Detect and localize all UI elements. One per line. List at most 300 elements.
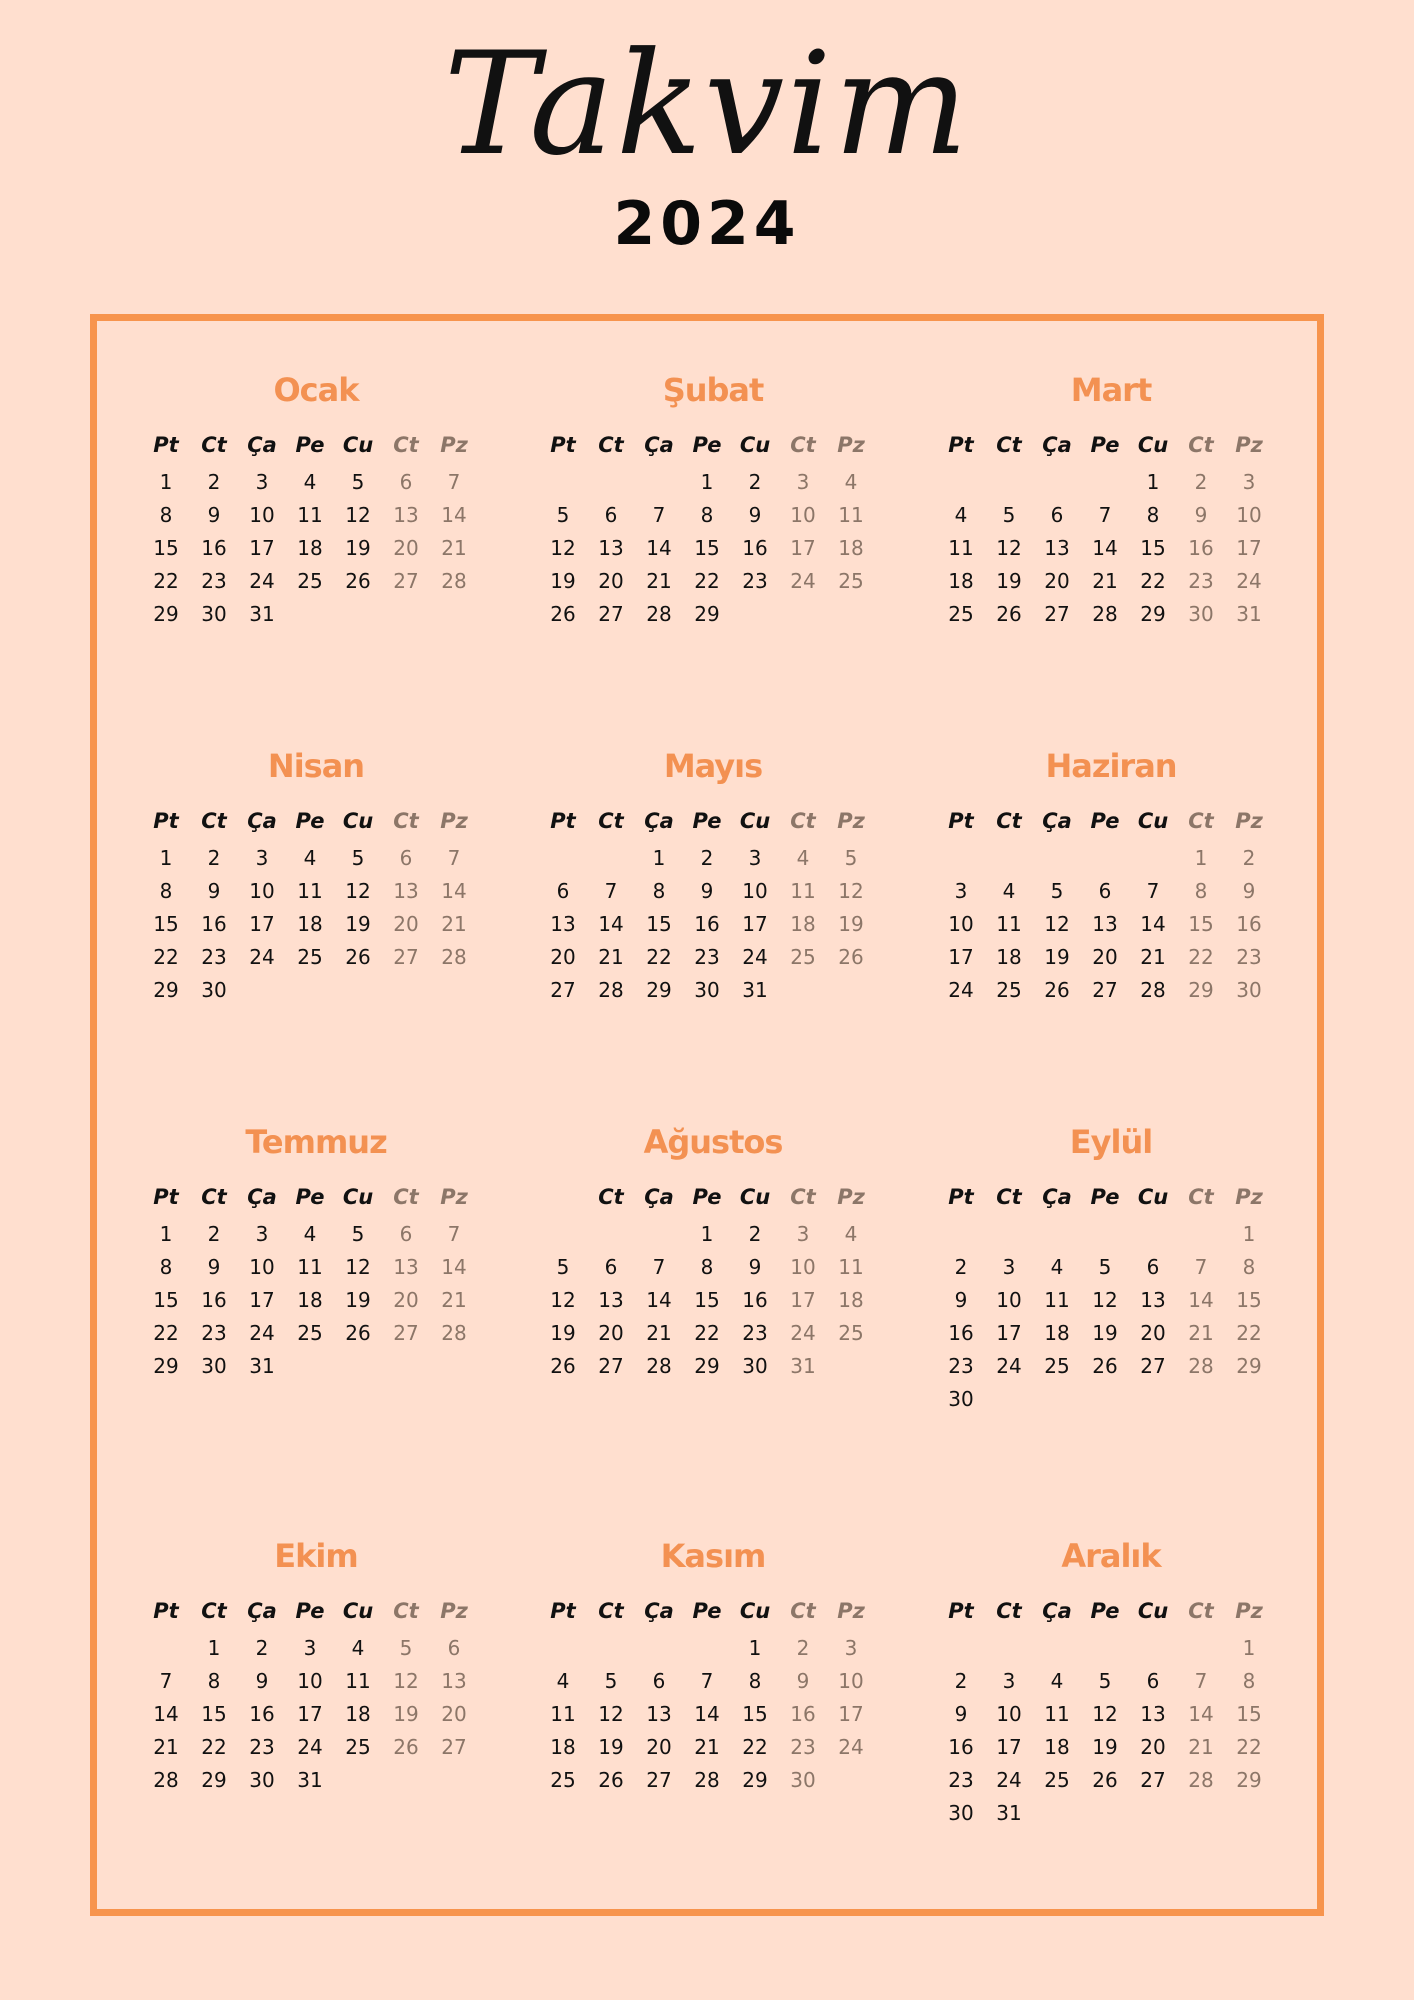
day-number: 26 <box>1044 978 1070 1002</box>
day-number: 19 <box>345 536 371 560</box>
day-number: 2 <box>1194 470 1208 494</box>
weekday-label: Cu <box>1137 433 1169 457</box>
day-number: 16 <box>249 1702 275 1726</box>
day-number: 31 <box>249 1354 275 1378</box>
day-number: 25 <box>345 1735 371 1759</box>
weekday-label: Pt <box>948 809 974 833</box>
weekday-label: Ct <box>393 809 419 833</box>
day-number: 22 <box>1140 569 1166 593</box>
day-number: 7 <box>159 1669 173 1693</box>
weekday-label: Pe <box>295 1185 325 1209</box>
weekday-label: Pt <box>153 1185 179 1209</box>
day-number: 4 <box>844 470 858 494</box>
weekday-label: Ça <box>644 1599 674 1623</box>
weekday-label: Ça <box>644 809 674 833</box>
day-number: 11 <box>790 879 816 903</box>
day-number: 10 <box>948 912 974 936</box>
day-number: 1 <box>159 1222 173 1246</box>
day-number: 17 <box>996 1321 1022 1345</box>
weekday-label: Ct <box>996 1185 1022 1209</box>
day-number: 8 <box>1194 879 1208 903</box>
day-number: 12 <box>838 879 864 903</box>
day-number: 19 <box>1092 1321 1118 1345</box>
weekday-label: Ct <box>790 1599 816 1623</box>
day-number: 30 <box>948 1387 974 1411</box>
day-number: 22 <box>201 1735 227 1759</box>
day-number: 20 <box>441 1702 467 1726</box>
day-number: 1 <box>1146 470 1160 494</box>
day-number: 30 <box>790 1768 816 1792</box>
day-number: 23 <box>249 1735 275 1759</box>
day-number: 6 <box>1050 503 1064 527</box>
weekday-label: Ça <box>247 809 277 833</box>
day-number: 3 <box>255 846 269 870</box>
day-number: 29 <box>1236 1768 1262 1792</box>
day-number: 4 <box>1002 879 1016 903</box>
day-number: 30 <box>742 1354 768 1378</box>
month-title: Mart <box>1070 371 1152 409</box>
day-number: 31 <box>249 602 275 626</box>
day-number: 7 <box>447 1222 461 1246</box>
weekday-label: Ct <box>996 809 1022 833</box>
day-number: 30 <box>948 1801 974 1825</box>
weekday-label: Ct <box>1188 1185 1214 1209</box>
day-number: 22 <box>646 945 672 969</box>
day-number: 8 <box>748 1669 762 1693</box>
weekday-label: Pe <box>692 809 722 833</box>
weekday-label: Pt <box>948 1185 974 1209</box>
day-number: 15 <box>1236 1702 1262 1726</box>
day-number: 27 <box>393 1321 419 1345</box>
weekday-label: Pz <box>1235 809 1263 833</box>
day-number: 14 <box>1092 536 1118 560</box>
day-number: 7 <box>652 503 666 527</box>
weekday-label: Ct <box>790 1185 816 1209</box>
day-number: 27 <box>1140 1354 1166 1378</box>
day-number: 3 <box>796 1222 810 1246</box>
weekday-label: Pe <box>1090 1599 1120 1623</box>
day-number: 8 <box>1242 1669 1256 1693</box>
day-number: 30 <box>201 978 227 1002</box>
weekday-label: Pz <box>837 809 865 833</box>
day-number: 15 <box>153 1288 179 1312</box>
day-number: 5 <box>399 1636 413 1660</box>
weekday-label: Pz <box>1235 433 1263 457</box>
day-number: 6 <box>1146 1255 1160 1279</box>
day-number: 18 <box>297 912 323 936</box>
day-number: 29 <box>646 978 672 1002</box>
day-number: 4 <box>1050 1669 1064 1693</box>
day-number: 5 <box>604 1669 618 1693</box>
day-number: 9 <box>207 503 221 527</box>
weekday-label: Pz <box>440 1185 468 1209</box>
day-number: 27 <box>598 1354 624 1378</box>
day-number: 4 <box>303 1222 317 1246</box>
day-number: 26 <box>550 1354 576 1378</box>
day-number: 22 <box>1188 945 1214 969</box>
day-number: 19 <box>598 1735 624 1759</box>
day-number: 16 <box>1188 536 1214 560</box>
day-number: 10 <box>249 503 275 527</box>
day-number: 26 <box>1092 1768 1118 1792</box>
day-number: 9 <box>954 1702 968 1726</box>
day-number: 6 <box>399 1222 413 1246</box>
weekday-label: Ça <box>1042 433 1072 457</box>
weekday-label: Ça <box>1042 809 1072 833</box>
day-number: 27 <box>393 945 419 969</box>
month-title: Aralık <box>1061 1537 1161 1575</box>
day-number: 24 <box>838 1735 864 1759</box>
day-number: 13 <box>441 1669 467 1693</box>
day-number: 18 <box>948 569 974 593</box>
day-number: 26 <box>550 602 576 626</box>
day-number: 4 <box>954 503 968 527</box>
weekday-label: Cu <box>342 809 374 833</box>
day-number: 25 <box>297 945 323 969</box>
day-number: 24 <box>996 1354 1022 1378</box>
weekday-label: Ça <box>644 433 674 457</box>
day-number: 16 <box>694 912 720 936</box>
day-number: 7 <box>700 1669 714 1693</box>
day-number: 14 <box>1188 1702 1214 1726</box>
day-number: 22 <box>153 945 179 969</box>
day-number: 17 <box>790 1288 816 1312</box>
day-number: 7 <box>1098 503 1112 527</box>
weekday-label: Pt <box>550 1599 576 1623</box>
day-number: 22 <box>742 1735 768 1759</box>
weekday-label: Ça <box>1042 1185 1072 1209</box>
day-number: 27 <box>646 1768 672 1792</box>
day-number: 26 <box>345 1321 371 1345</box>
day-number: 28 <box>598 978 624 1002</box>
weekday-label: Pe <box>692 433 722 457</box>
day-number: 28 <box>646 1354 672 1378</box>
day-number: 12 <box>345 879 371 903</box>
day-number: 18 <box>297 1288 323 1312</box>
day-number: 7 <box>447 470 461 494</box>
day-number: 14 <box>153 1702 179 1726</box>
month-title: Ocak <box>273 371 359 409</box>
day-number: 25 <box>550 1768 576 1792</box>
day-number: 11 <box>838 503 864 527</box>
day-number: 15 <box>1140 536 1166 560</box>
day-number: 15 <box>646 912 672 936</box>
day-number: 27 <box>441 1735 467 1759</box>
day-number: 17 <box>996 1735 1022 1759</box>
day-number: 18 <box>345 1702 371 1726</box>
day-number: 25 <box>1044 1354 1070 1378</box>
day-number: 12 <box>345 1255 371 1279</box>
day-number: 23 <box>201 945 227 969</box>
day-number: 15 <box>694 1288 720 1312</box>
day-number: 8 <box>1146 503 1160 527</box>
day-number: 29 <box>153 1354 179 1378</box>
day-number: 18 <box>996 945 1022 969</box>
day-number: 10 <box>1236 503 1262 527</box>
day-number: 20 <box>393 1288 419 1312</box>
day-number: 28 <box>1188 1768 1214 1792</box>
day-number: 6 <box>652 1669 666 1693</box>
day-number: 28 <box>441 945 467 969</box>
day-number: 11 <box>297 879 323 903</box>
day-number: 13 <box>598 1288 624 1312</box>
day-number: 22 <box>694 1321 720 1345</box>
day-number: 5 <box>1002 503 1016 527</box>
day-number: 28 <box>1140 978 1166 1002</box>
day-number: 23 <box>948 1354 974 1378</box>
weekday-label: Cu <box>342 1185 374 1209</box>
day-number: 30 <box>201 602 227 626</box>
weekday-label: Ct <box>201 809 227 833</box>
weekday-label: Pt <box>153 1599 179 1623</box>
day-number: 19 <box>1092 1735 1118 1759</box>
weekday-label: Ça <box>644 1185 674 1209</box>
day-number: 19 <box>550 1321 576 1345</box>
day-number: 14 <box>598 912 624 936</box>
day-number: 6 <box>556 879 570 903</box>
day-number: 30 <box>694 978 720 1002</box>
day-number: 21 <box>441 1288 467 1312</box>
day-number: 15 <box>153 536 179 560</box>
day-number: 24 <box>297 1735 323 1759</box>
day-number: 28 <box>1188 1354 1214 1378</box>
weekday-label: Ct <box>598 433 624 457</box>
day-number: 23 <box>201 569 227 593</box>
day-number: 18 <box>1044 1735 1070 1759</box>
month-title: Haziran <box>1045 747 1177 785</box>
day-number: 6 <box>1146 1669 1160 1693</box>
weekday-label: Pt <box>550 809 576 833</box>
weekday-label: Ça <box>1042 1599 1072 1623</box>
day-number: 29 <box>153 978 179 1002</box>
weekday-label: Pe <box>295 433 325 457</box>
weekday-label: Pe <box>295 1599 325 1623</box>
day-number: 10 <box>297 1669 323 1693</box>
day-number: 14 <box>441 503 467 527</box>
day-number: 19 <box>345 1288 371 1312</box>
day-number: 10 <box>790 1255 816 1279</box>
day-number: 12 <box>550 1288 576 1312</box>
day-number: 5 <box>1098 1255 1112 1279</box>
day-number: 10 <box>249 879 275 903</box>
day-number: 18 <box>790 912 816 936</box>
day-number: 4 <box>303 846 317 870</box>
day-number: 27 <box>1092 978 1118 1002</box>
day-number: 21 <box>153 1735 179 1759</box>
weekday-label: Ct <box>790 433 816 457</box>
day-number: 31 <box>790 1354 816 1378</box>
day-number: 27 <box>598 602 624 626</box>
day-number: 18 <box>838 536 864 560</box>
day-number: 19 <box>550 569 576 593</box>
weekday-label: Pz <box>1235 1185 1263 1209</box>
day-number: 18 <box>838 1288 864 1312</box>
day-number: 17 <box>297 1702 323 1726</box>
weekday-label: Pt <box>948 433 974 457</box>
day-number: 5 <box>351 470 365 494</box>
day-number: 13 <box>550 912 576 936</box>
day-number: 2 <box>207 846 221 870</box>
day-number: 11 <box>1044 1288 1070 1312</box>
day-number: 31 <box>742 978 768 1002</box>
day-number: 16 <box>201 1288 227 1312</box>
day-number: 22 <box>1236 1321 1262 1345</box>
day-number: 9 <box>954 1288 968 1312</box>
day-number: 17 <box>948 945 974 969</box>
day-number: 17 <box>742 912 768 936</box>
day-number: 3 <box>1002 1669 1016 1693</box>
day-number: 21 <box>441 912 467 936</box>
day-number: 1 <box>1242 1636 1256 1660</box>
day-number: 27 <box>393 569 419 593</box>
weekday-label: Pz <box>440 433 468 457</box>
day-number: 24 <box>790 1321 816 1345</box>
day-number: 5 <box>556 503 570 527</box>
day-number: 16 <box>201 912 227 936</box>
weekday-label: Cu <box>739 809 771 833</box>
day-number: 9 <box>796 1669 810 1693</box>
day-number: 23 <box>742 1321 768 1345</box>
month-title: Şubat <box>662 371 764 409</box>
weekday-label: Ct <box>790 809 816 833</box>
day-number: 21 <box>1188 1735 1214 1759</box>
day-number: 9 <box>1194 503 1208 527</box>
day-number: 26 <box>838 945 864 969</box>
day-number: 2 <box>748 1222 762 1246</box>
day-number: 21 <box>598 945 624 969</box>
day-number: 31 <box>297 1768 323 1792</box>
day-number: 14 <box>646 1288 672 1312</box>
day-number: 1 <box>748 1636 762 1660</box>
day-number: 17 <box>790 536 816 560</box>
weekday-label: Pz <box>440 809 468 833</box>
day-number: 20 <box>393 912 419 936</box>
day-number: 10 <box>742 879 768 903</box>
day-number: 29 <box>1140 602 1166 626</box>
day-number: 29 <box>153 602 179 626</box>
day-number: 23 <box>694 945 720 969</box>
day-number: 8 <box>159 503 173 527</box>
weekday-label: Ct <box>393 1185 419 1209</box>
day-number: 20 <box>1092 945 1118 969</box>
day-number: 25 <box>1044 1768 1070 1792</box>
day-number: 13 <box>1044 536 1070 560</box>
day-number: 5 <box>351 846 365 870</box>
day-number: 30 <box>249 1768 275 1792</box>
day-number: 20 <box>646 1735 672 1759</box>
day-number: 3 <box>303 1636 317 1660</box>
day-number: 2 <box>954 1255 968 1279</box>
day-number: 20 <box>598 1321 624 1345</box>
day-number: 26 <box>996 602 1022 626</box>
day-number: 29 <box>694 602 720 626</box>
day-number: 15 <box>153 912 179 936</box>
day-number: 15 <box>694 536 720 560</box>
day-number: 8 <box>700 1255 714 1279</box>
day-number: 13 <box>1140 1288 1166 1312</box>
day-number: 4 <box>556 1669 570 1693</box>
weekday-label: Cu <box>1137 1185 1169 1209</box>
day-number: 13 <box>1140 1702 1166 1726</box>
day-number: 6 <box>604 1255 618 1279</box>
day-number: 18 <box>550 1735 576 1759</box>
weekday-label: Ct <box>201 1599 227 1623</box>
day-number: 11 <box>1044 1702 1070 1726</box>
day-number: 4 <box>303 470 317 494</box>
day-number: 3 <box>748 846 762 870</box>
day-number: 16 <box>790 1702 816 1726</box>
weekday-label: Pe <box>692 1185 722 1209</box>
weekday-label: Pe <box>1090 809 1120 833</box>
month-title: Mayıs <box>663 747 763 785</box>
day-number: 21 <box>1140 945 1166 969</box>
day-number: 1 <box>159 846 173 870</box>
weekday-label: Ct <box>598 1185 624 1209</box>
day-number: 29 <box>742 1768 768 1792</box>
day-number: 14 <box>694 1702 720 1726</box>
day-number: 4 <box>844 1222 858 1246</box>
day-number: 22 <box>153 569 179 593</box>
day-number: 19 <box>393 1702 419 1726</box>
day-number: 12 <box>393 1669 419 1693</box>
day-number: 24 <box>996 1768 1022 1792</box>
day-number: 14 <box>441 1255 467 1279</box>
weekday-label: Pt <box>153 809 179 833</box>
weekday-label: Pt <box>153 433 179 457</box>
day-number: 20 <box>1140 1321 1166 1345</box>
weekday-label: Pz <box>1235 1599 1263 1623</box>
day-number: 29 <box>694 1354 720 1378</box>
day-number: 27 <box>1044 602 1070 626</box>
day-number: 14 <box>646 536 672 560</box>
weekday-label: Ct <box>1188 1599 1214 1623</box>
day-number: 12 <box>550 536 576 560</box>
day-number: 17 <box>838 1702 864 1726</box>
day-number: 5 <box>1098 1669 1112 1693</box>
day-number: 26 <box>345 569 371 593</box>
day-number: 1 <box>1194 846 1208 870</box>
day-number: 14 <box>1188 1288 1214 1312</box>
day-number: 20 <box>1044 569 1070 593</box>
weekday-label: Pt <box>550 433 576 457</box>
day-number: 9 <box>207 1255 221 1279</box>
day-number: 9 <box>255 1669 269 1693</box>
day-number: 27 <box>1140 1768 1166 1792</box>
day-number: 21 <box>1188 1321 1214 1345</box>
day-number: 30 <box>1236 978 1262 1002</box>
day-number: 15 <box>1188 912 1214 936</box>
day-number: 28 <box>646 602 672 626</box>
day-number: 16 <box>742 536 768 560</box>
day-number: 10 <box>838 1669 864 1693</box>
day-number: 6 <box>604 503 618 527</box>
weekday-label: Pz <box>837 1185 865 1209</box>
day-number: 26 <box>345 945 371 969</box>
day-number: 20 <box>598 569 624 593</box>
month-title: Eylül <box>1069 1123 1153 1161</box>
day-number: 2 <box>207 1222 221 1246</box>
month-title: Ekim <box>274 1537 358 1575</box>
day-number: 12 <box>1092 1288 1118 1312</box>
day-number: 4 <box>351 1636 365 1660</box>
weekday-label: Ct <box>1188 809 1214 833</box>
weekday-label: Ct <box>996 433 1022 457</box>
day-number: 14 <box>1140 912 1166 936</box>
calendar-year: 2024 <box>613 189 801 259</box>
day-number: 10 <box>996 1702 1022 1726</box>
day-number: 5 <box>351 1222 365 1246</box>
day-number: 23 <box>1236 945 1262 969</box>
